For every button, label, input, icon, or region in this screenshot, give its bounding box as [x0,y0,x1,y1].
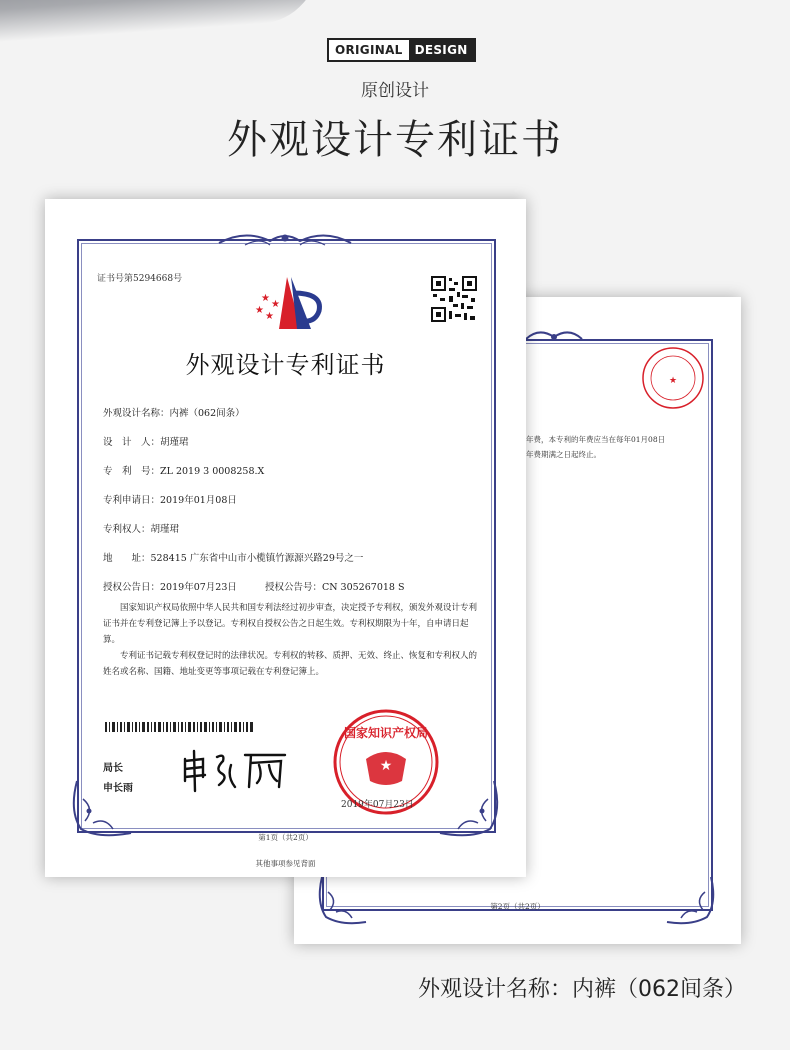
signer-name: 申长雨 [103,783,133,794]
field-value: ZL 2019 3 0008258.X [160,466,265,477]
field-label: 外观设计名称： [103,408,170,419]
certificate-body [103,600,479,680]
field-address [103,550,363,564]
grant-date: 2019年07月23日 [160,582,237,593]
field-value: 内裤（062间条） [169,408,245,419]
svg-text:★: ★ [261,293,270,304]
seal-text: 国家知识产权局 [343,726,429,740]
cnipa-logo-icon [253,273,327,335]
field-label: 专 利 号： [103,466,161,477]
field-design-name [103,405,245,419]
ornament-corner-bl-icon [314,872,374,927]
corner-shadow [0,0,322,44]
field-grant [103,579,404,593]
badge-right: DESIGN [409,40,474,60]
qr-code-icon [431,276,477,322]
body-paragraph-2: 专利证书记载专利权登记时的法律状况。专利权的转移、质押、无效、终止、恢复和专利权人的姓名或名称、国籍、地址变更等事项记载在专利登记簿上。 [103,651,478,677]
certificate-title: 外观设计专利证书 [185,351,386,379]
ornament-top-icon [215,227,355,251]
signer-title: 局长 [103,763,123,774]
page-subtitle: 原创设计 [361,81,429,101]
svg-text:★: ★ [668,376,678,386]
page-two-line-1: 年费，本专利的年费应当在每年01月08日 [526,435,666,444]
field-value: 胡瑾珺 [150,524,180,535]
field-designer [103,434,189,448]
svg-text:★: ★ [379,758,393,774]
field-patentee [103,521,179,535]
page-title: 外观设计专利证书 [227,117,563,163]
field-label: 专利申请日： [103,495,161,506]
grant-label: 授权公告日： [103,582,161,593]
field-label: 设 计 人： [103,437,161,448]
design-name-caption: 外观设计名称：内裤（062间条） [418,977,746,1002]
svg-text:★: ★ [271,299,280,310]
footer-note: 其他事项参见背面 [255,859,316,868]
page-two-number: 第2页（共2页） [490,902,545,911]
field-value: 528415 广东省中山市小榄镇竹源源兴路29号之一 [150,553,364,564]
grant-number-label: 授权公告号： [264,582,322,593]
page-two-seal-icon [640,345,706,411]
svg-text:★: ★ [255,305,264,316]
ornament-top-icon [524,325,584,347]
field-value: 胡瑾珺 [160,437,189,448]
barcode-icon [105,722,255,732]
handwritten-signature [181,747,291,793]
page-two-line-2: 年费期满之日起终止。 [526,450,601,459]
field-application-date [103,492,237,506]
certificate-number: 证书号第5294668号 [97,274,183,284]
field-label: 地 址： [103,553,151,564]
grant-number: CN 305267018 S [321,582,405,593]
badge-left: ORIGINAL [329,40,409,60]
body-paragraph-1: 国家知识产权局依照中华人民共和国专利法经过初步审查，决定授予专利权，颁发外观设计专利证书并在专利登记簿上予以登记。专利权自授权公告之日起生效。专利权期限为十年，自申请日起算。 [103,603,478,645]
field-patent-number [103,463,264,477]
certificate-page-one [45,199,526,877]
field-label: 专利权人： [103,524,151,535]
ornament-corner-br-icon [659,872,719,927]
page-one-number: 第1页（共2页） [258,833,313,842]
field-value: 2019年01月08日 [160,495,237,506]
svg-text:★: ★ [265,311,274,322]
seal-date: 2019年07月23日 [341,800,414,810]
original-design-badge [327,38,476,62]
